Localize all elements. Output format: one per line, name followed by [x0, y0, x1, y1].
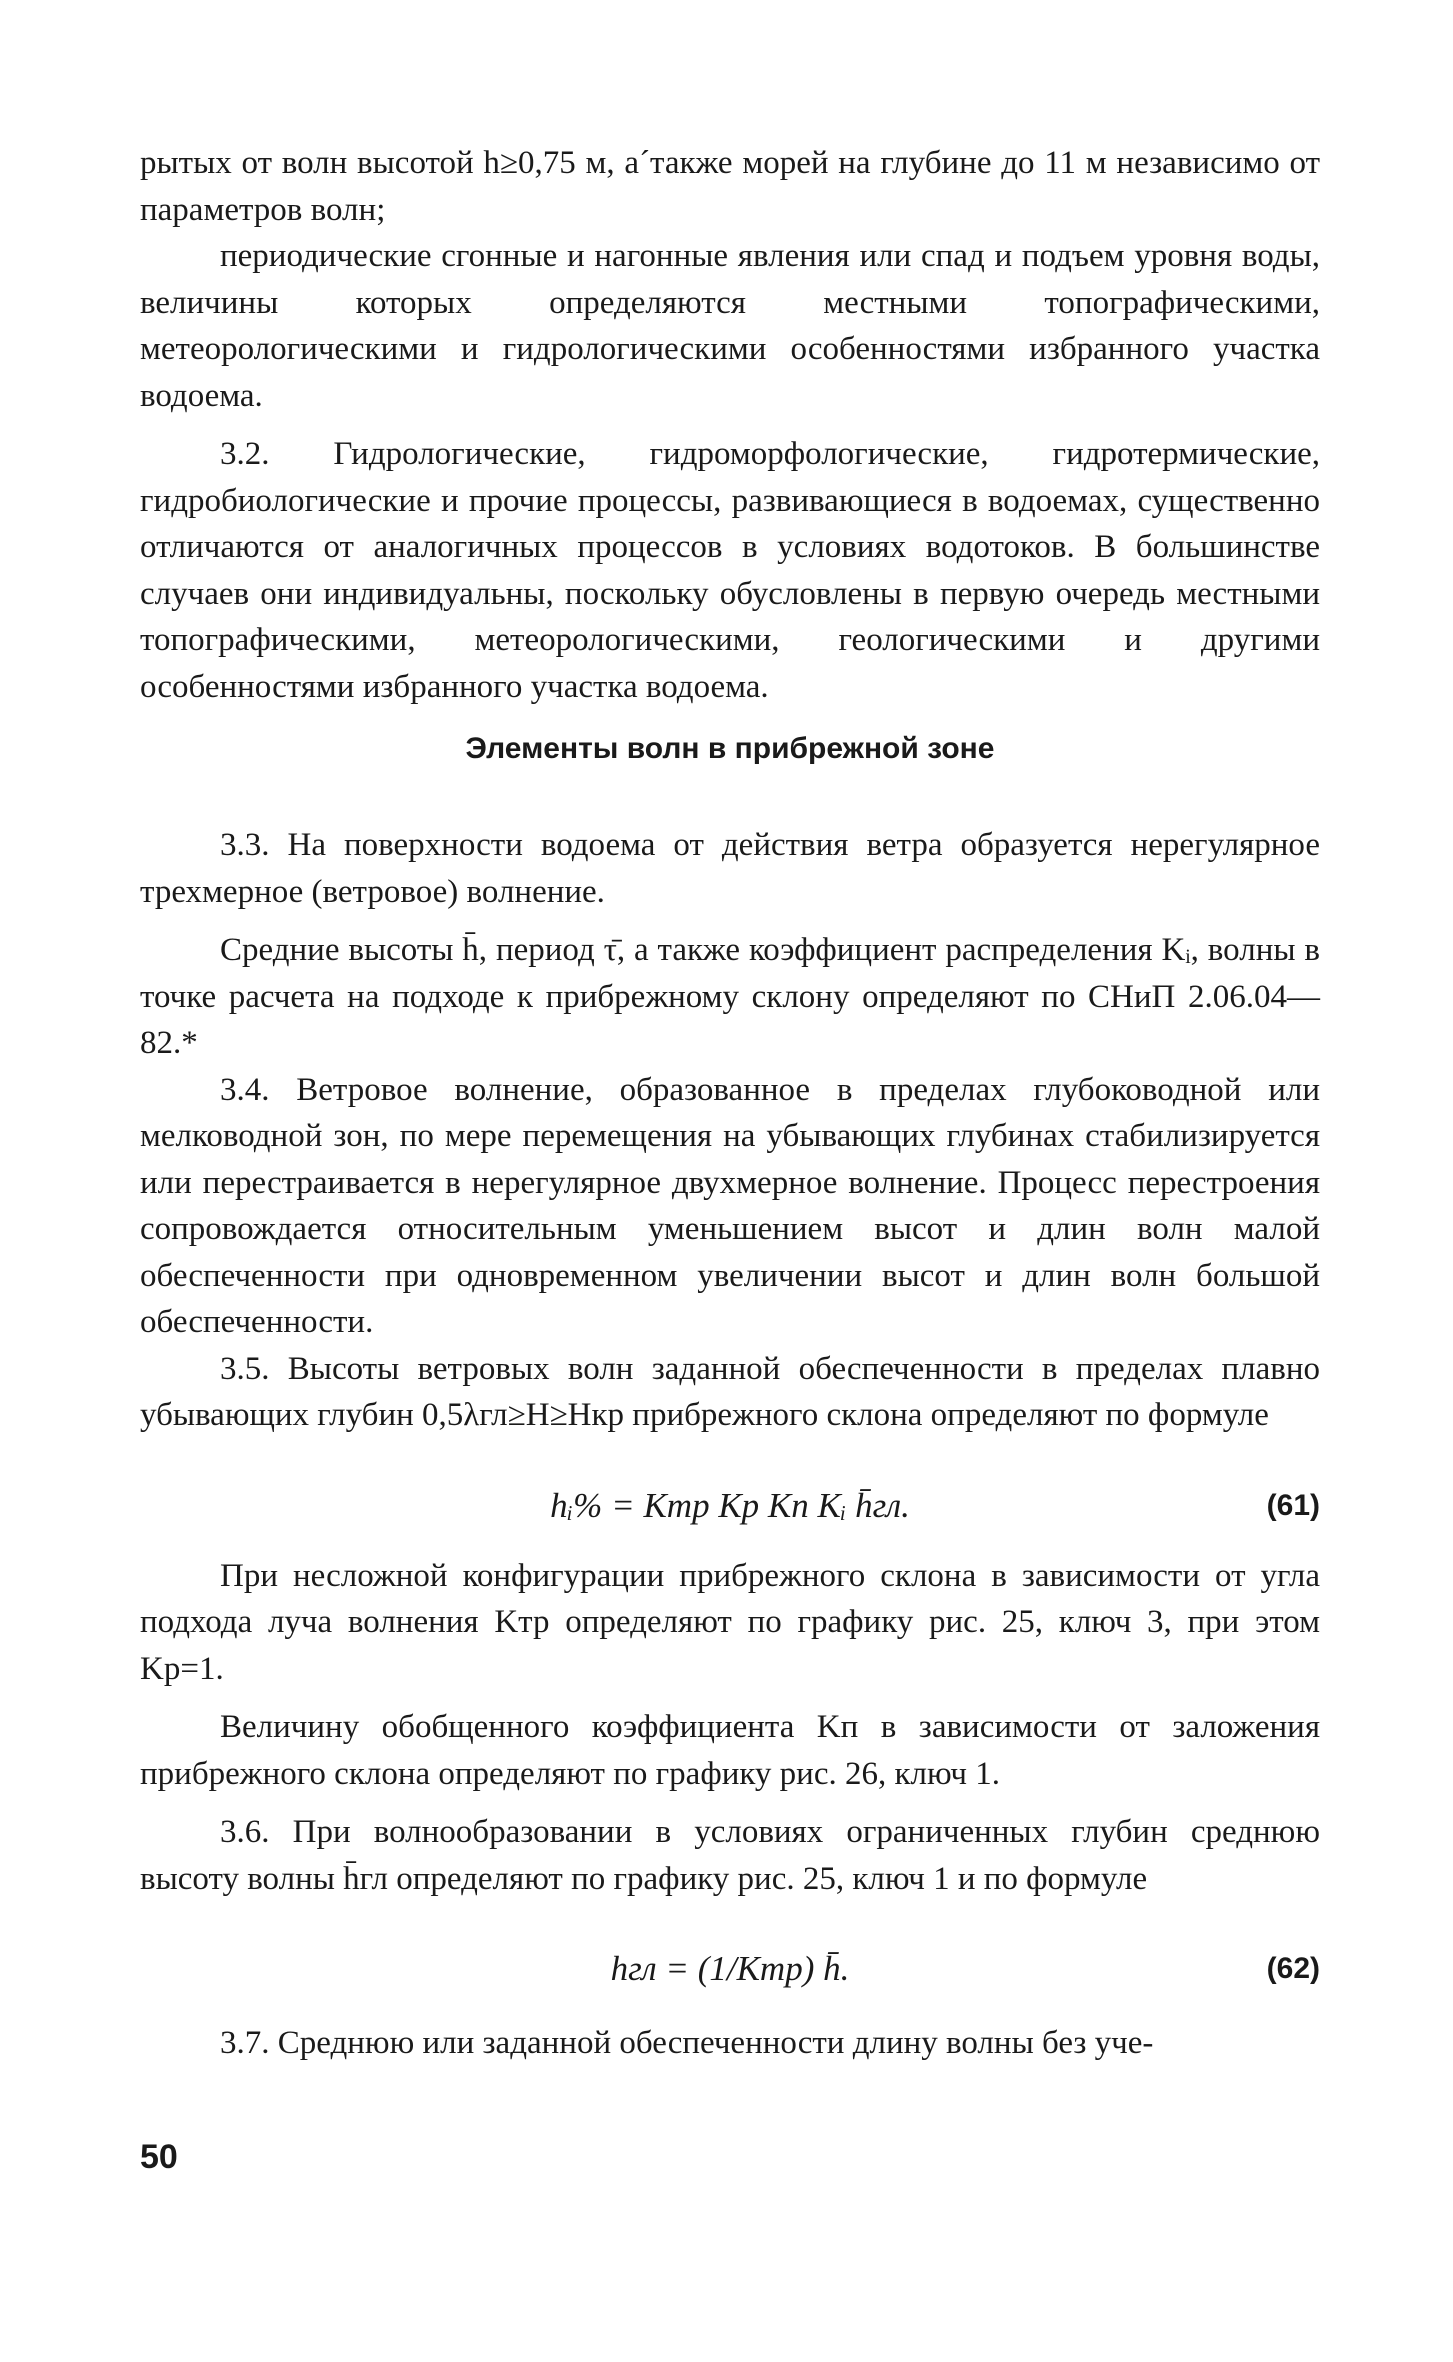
formula-62-number: (62) — [1266, 1952, 1320, 1985]
paragraph-surge-phenomena: периодические сгонные и нагонные явления или спад и подъем уровня воды, величины которых определяются местными топографическими, метеорологическими и гидрологическими особенностями избранного участка водоема. — [140, 238, 1320, 414]
paragraph-configuration: При несложной конфигурации прибрежного склона в зависимости от угла подхода луча волнения Kтр определяют по графику рис. 25, ключ 3, при этом Kр=1. — [140, 1557, 1320, 1687]
paragraph-3-6: 3.6. При волнообразовании в условиях ограниченных глубин среднюю высоту волны h̄гл определяют по графику рис. 25, ключ 1 и по формуле — [140, 1814, 1320, 1897]
paragraph-3-2: 3.2. Гидрологические, гидроморфологические, гидротермические, гидробиологические и прочие процессы, развивающиеся в водоемах, существенно отличаются от аналогичных процессов в условиях водотоков. В большинстве случаев они индивидуальны, поскольку обусловлены в первую очередь местными топографическими, метеорологическими, геологическими и другими особенностями избранного участка водоема. — [140, 436, 1320, 705]
page-content — [140, 140, 1320, 2067]
formula-61-number: (61) — [1266, 1488, 1320, 1522]
paragraph-generalized-coefficient: Величину обобщенного коэффициента Kп в зависимости от заложения прибрежного склона определяют по графику рис. 26, ключ 1. — [140, 1709, 1320, 1792]
page-number: 50 — [140, 2138, 178, 2176]
paragraph-3-3: 3.3. На поверхности водоема от действия ветра образуется нерегулярное трехмерное (ветровое) волнение. — [140, 827, 1320, 910]
paragraph-mean-heights: Средние высоты h̄, период τ̄, а также коэффициент распределения Kᵢ, волны в точке расчета на подходе к прибрежному склону определяют по СНиП 2.06.04—82.* — [140, 932, 1320, 1061]
formula-61-expression: hᵢ% = Kтр Kр Kп Kᵢ h̄гл. — [550, 1485, 910, 1525]
paragraph-continuation: рытых от волн высотой h≥0,75 м, а´также морей на глубине до 11 м независимо от параметров волн; — [140, 145, 1320, 228]
paragraph-3-4: 3.4. Ветровое волнение, образованное в пределах глубоководной или мелководной зон, по мере перемещения на убывающих глубинах стабилизируется или перестраивается в нерегулярное двухмерное волнение. Процесс перестроения сопровождается относительным уменьшением высот и длин волн малой обеспеченности при одновременном увеличении высот и длин волн большой обеспеченности. — [140, 1071, 1320, 1340]
formula-62 — [140, 1930, 1320, 2008]
formula-62-expression: hгл = (1/Kтр) h̄. — [610, 1949, 850, 1988]
paragraph-3-7: 3.7. Среднюю или заданной обеспеченности длину волны без уче- — [220, 2025, 1154, 2061]
formula-61 — [140, 1467, 1320, 1545]
paragraph-3-5: 3.5. Высоты ветровых волн заданной обеспеченности в пределах плавно убывающих глубин 0,5λгл≥H≥Hкр прибрежного склона определяют по формуле — [140, 1350, 1320, 1433]
section-heading: Элементы волн в прибрежной зоне — [465, 732, 995, 765]
